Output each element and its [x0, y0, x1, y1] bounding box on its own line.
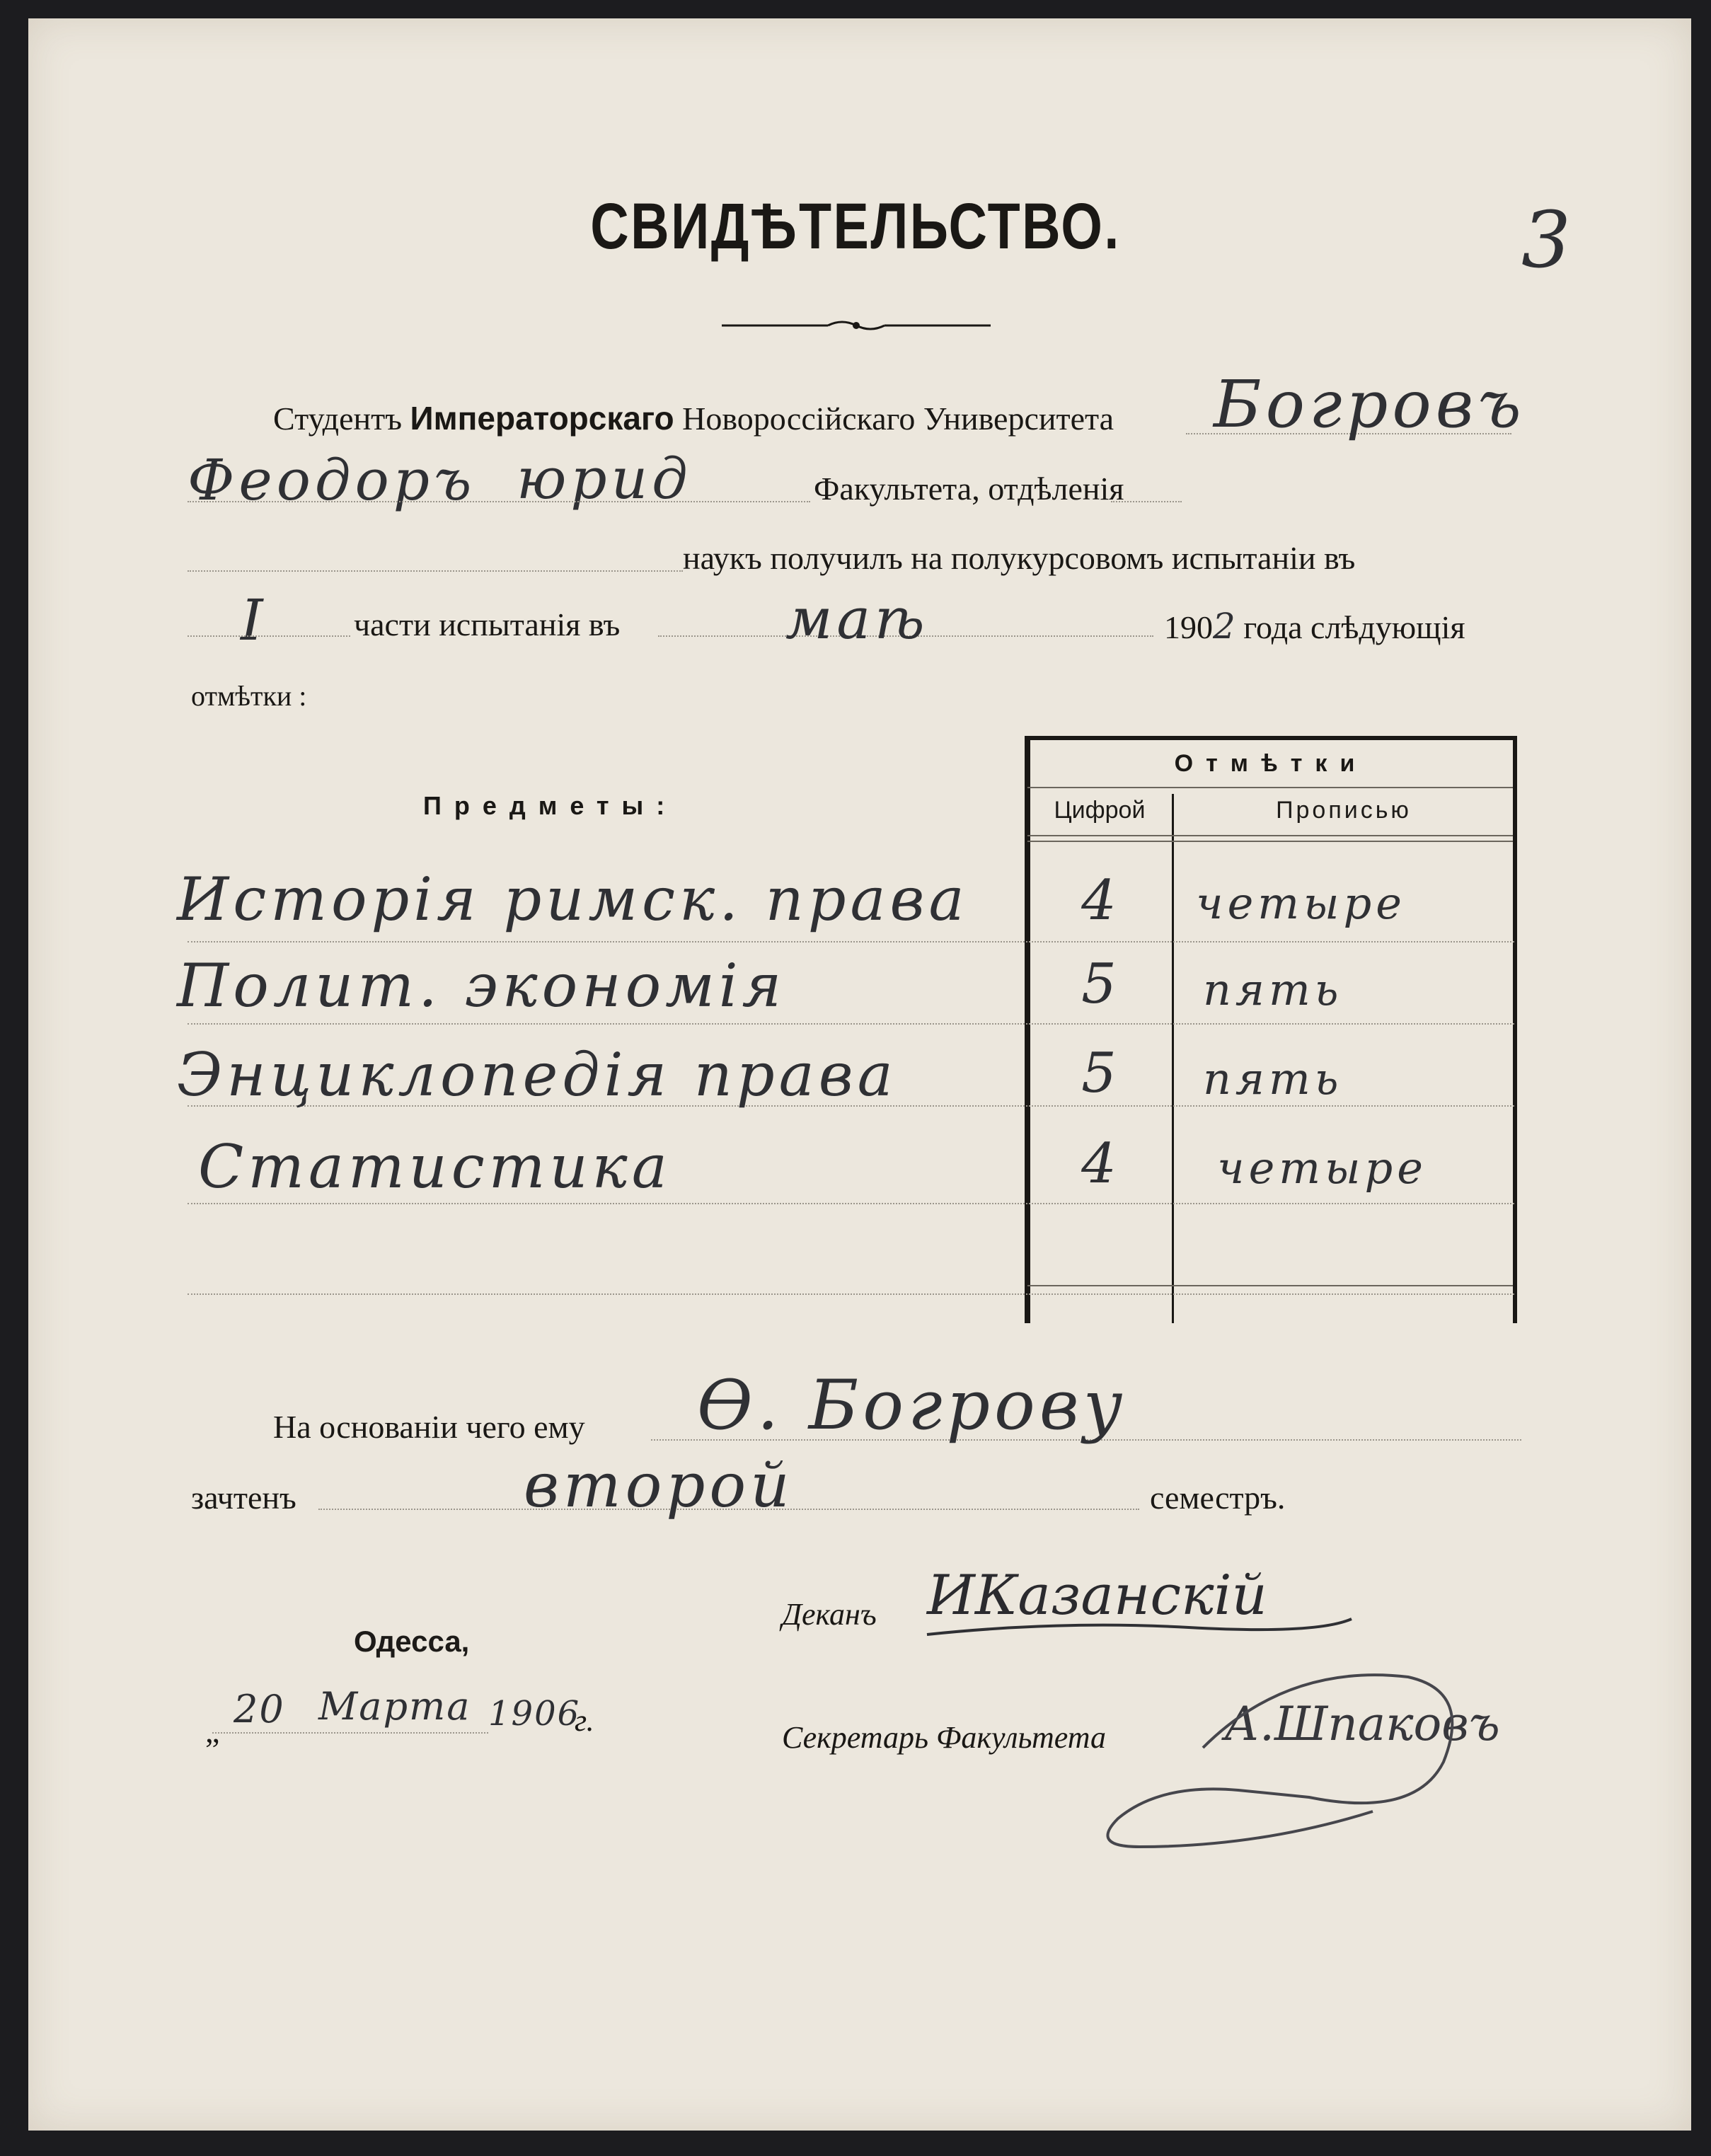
page-number: 3 — [1521, 195, 1575, 285]
secretary-signature-flourish — [1076, 1635, 1472, 1868]
dotted-rule — [1111, 501, 1182, 502]
table-row-subject: Статистика — [198, 1132, 672, 1201]
table-column-divider — [1172, 794, 1174, 1323]
dotted-rule — [188, 635, 350, 637]
secretary-signature: А.Шпаковъ — [1224, 1697, 1500, 1751]
dean-label: Деканъ — [782, 1597, 877, 1632]
handwritten-part: I — [241, 587, 267, 653]
credit-handwritten-semester: второй — [524, 1451, 794, 1521]
line-exam: наукъ получилъ на полукурсовомъ испытаніи въ — [683, 540, 1356, 576]
footer-date-open-quote: „ — [205, 1713, 220, 1749]
table-row-digit: 4 — [1081, 1132, 1121, 1196]
table-row-subject: Энциклопедія права — [177, 1040, 897, 1109]
dotted-rule — [188, 1203, 1514, 1204]
table-border-right — [1513, 736, 1517, 1323]
dotted-rule — [188, 941, 1514, 942]
secretary-label: Секретарь Факультета — [782, 1720, 1107, 1755]
handwritten-month: маѣ — [785, 586, 929, 652]
col-digit-header: Цифрой — [1054, 797, 1146, 824]
student-university: Новороссійскаго Университета — [682, 400, 1114, 437]
col-words-header: Прописью — [1276, 797, 1412, 824]
dotted-rule — [188, 501, 810, 502]
line-faculty: Факультета, отдѣленія — [814, 471, 1124, 507]
table-rule — [1027, 835, 1513, 836]
table-row-digit: 5 — [1081, 952, 1121, 1016]
table-row-words: пять — [1203, 964, 1343, 1015]
student-emphasis: Императорскаго — [410, 400, 674, 437]
ornament-divider — [722, 317, 991, 334]
dotted-rule — [188, 1023, 1514, 1025]
marks-header: Отмѣтки — [1174, 750, 1368, 777]
footer-city: Одесса, — [354, 1625, 470, 1658]
handwritten-first-name: Феодоръ — [188, 447, 476, 513]
table-border-top — [1025, 736, 1517, 740]
credit-label: зачтенъ — [191, 1480, 296, 1516]
line-year — [1164, 606, 1465, 647]
table-row-digit: 5 — [1081, 1042, 1121, 1105]
handwritten-surname: Богровъ — [1214, 367, 1526, 442]
student-prefix: Студентъ — [273, 400, 403, 437]
table-rule — [1027, 841, 1513, 842]
footer-date-suffix: г. — [575, 1703, 594, 1738]
line-part-label: части испытанія въ — [354, 606, 621, 642]
footer-date-month: Марта — [318, 1684, 471, 1729]
table-row-subject: Полит. экономія — [177, 951, 786, 1020]
line-student — [273, 399, 1114, 437]
subjects-header: Предметы: — [423, 791, 678, 820]
table-rule — [1027, 787, 1513, 788]
table-row-words: пять — [1203, 1053, 1343, 1105]
dotted-rule — [188, 570, 683, 572]
table-rule — [1027, 1285, 1513, 1286]
table-row-words: четыре — [1196, 877, 1406, 929]
credit-line-start: На основаніи чего ему — [273, 1409, 585, 1445]
line-marks-label: отмѣтки : — [191, 680, 307, 712]
year-prefix: 190 — [1164, 609, 1213, 645]
dean-signature: ИКазанскій — [927, 1564, 1267, 1627]
table-row-subject: Исторія римск. права — [177, 865, 969, 934]
dotted-rule — [188, 1293, 1514, 1295]
document-title: СВИДѢТЕЛЬСТВО. — [590, 190, 1121, 263]
handwritten-faculty: юрид — [517, 446, 692, 512]
year-handwritten-digit: 2 — [1213, 606, 1235, 647]
table-row-digit: 4 — [1081, 869, 1121, 933]
line-year-end: года слѣдующія — [1243, 609, 1465, 645]
footer-date-day: 20 — [234, 1687, 285, 1731]
dotted-rule — [212, 1732, 488, 1734]
footer-date-year: 1906 — [488, 1694, 581, 1734]
credit-end: семестръ. — [1150, 1480, 1286, 1516]
credit-handwritten-name: Ѳ. Богрову — [697, 1366, 1127, 1445]
table-row-words: четыре — [1217, 1142, 1427, 1194]
